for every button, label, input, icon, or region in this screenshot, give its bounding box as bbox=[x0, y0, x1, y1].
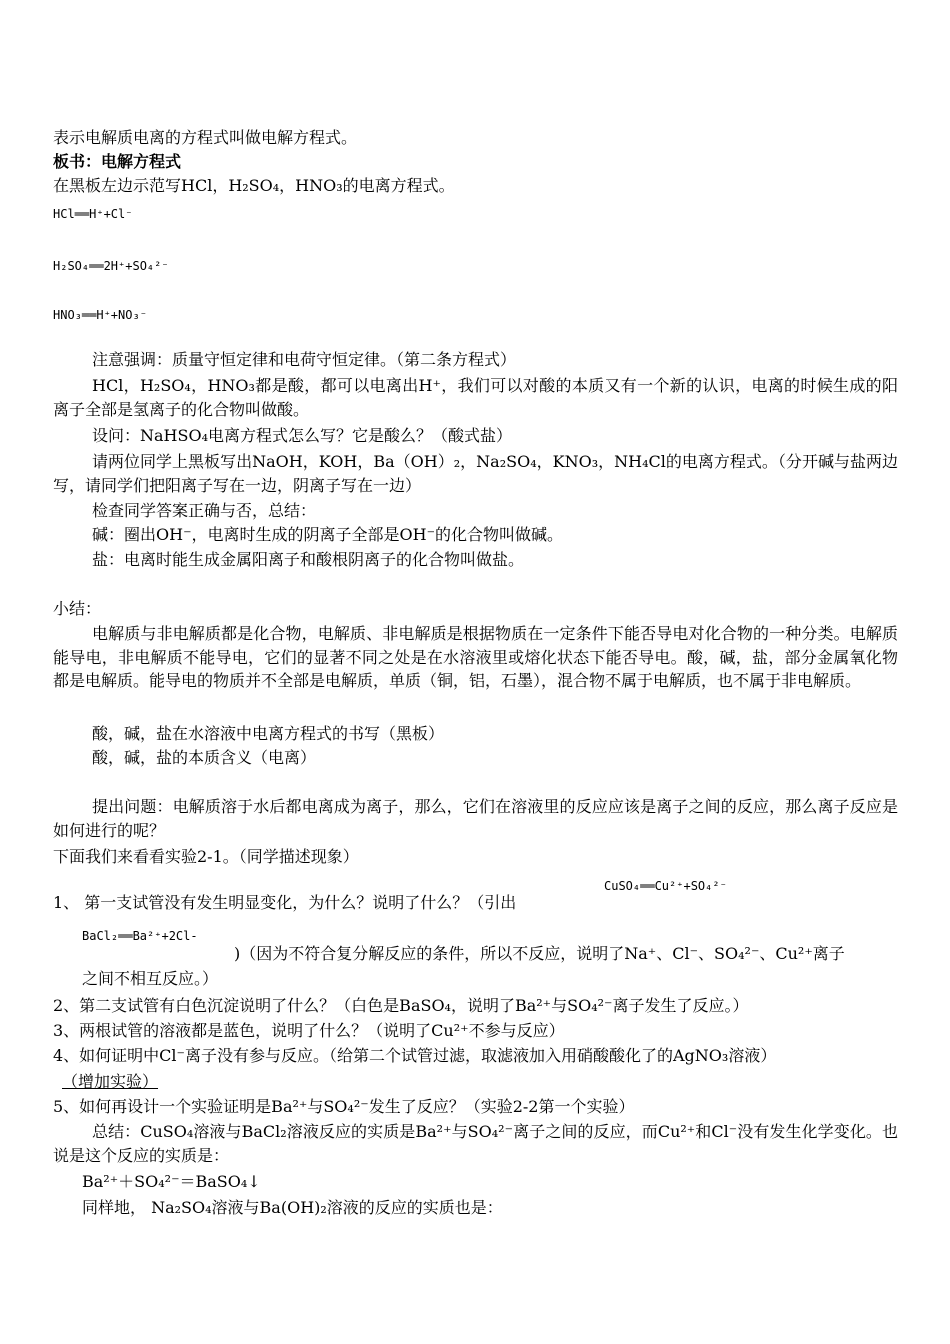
demo-text: 在黑板左边示范写HCl，H₂SO₄，HNO₃的电离方程式。 bbox=[53, 176, 455, 195]
summary-item-1: 酸，碱，盐在水溶液中电离方程式的书写（黑板） bbox=[92, 724, 445, 743]
question-1-answer: )（因为不符合复分解反应的条件，所以不反应，说明了Na⁺、Cl⁻、SO₄²⁻、Cu²⁺离子 bbox=[234, 944, 845, 963]
question-1: 1、 第一支试管没有发生明显变化，为什么？说明了什么？（引出 bbox=[53, 893, 517, 912]
experiment-text: 下面我们来看看实验2-1。（同学描述现象） bbox=[53, 847, 359, 866]
equation-hcl: HCl══H⁺+Cl⁻ bbox=[53, 207, 133, 221]
question-5: 5、如何再设计一个实验证明是Ba²⁺与SO₄²⁻发生了反应？（实验2-2第一个实验） bbox=[53, 1097, 635, 1116]
salt-definition: 盐：电离时能生成金属阳离子和酸根阴离子的化合物叫做盐。 bbox=[92, 550, 525, 569]
intro-text: 表示电解质电离的方程式叫做电解方程式。 bbox=[53, 128, 358, 147]
question-4-extra: （增加实验） bbox=[62, 1072, 159, 1091]
problem-paragraph: 提出问题：电解质溶于水后都电离成为离子，那么，它们在溶液里的反应应该是离子之间的反应，那么离子反应是如何进行的呢？ bbox=[53, 797, 898, 840]
question-4: 4、如何证明中Cl⁻离子没有参与反应。（给第二个试管过滤，取滤液加入用硝酸酸化了的AgNO₃溶液） bbox=[53, 1046, 777, 1065]
note-text: 注意强调：质量守恒定律和电荷守恒定律。（第二条方程式） bbox=[92, 350, 517, 369]
summary-item-2: 酸，碱，盐的本质含义（电离） bbox=[92, 748, 317, 767]
question-1-answer-cont: 之间不相互反应。） bbox=[82, 969, 219, 988]
board-title: 板书：电解方程式 bbox=[53, 152, 182, 171]
acid-paragraph: HCl，H₂SO₄，HNO₃都是酸，都可以电离出H⁺，我们可以对酸的本质又有一个新的认识，电离的时候生成的阳离子全部是氢离子的化合物叫做酸。 bbox=[53, 376, 898, 419]
conclusion-paragraph: 总结：CuSO₄溶液与BaCl₂溶液反应的实质是Ba²⁺与SO₄²⁻离子之间的反应，而Cu²⁺和Cl⁻没有发生化学变化。也说是这个反应的实质是： bbox=[53, 1122, 898, 1165]
equation-hno3: HNO₃══H⁺+NO₃⁻ bbox=[53, 308, 147, 322]
board-paragraph: 请两位同学上黑板写出NaOH，KOH，Ba（OH）₂，Na₂SO₄，KNO₃，NH₄Cl的电离方程式。（分开碱与盐两边写，请同学们把阳离子写在一边，阴离子写在一边） bbox=[53, 452, 898, 495]
question-nahso4: 设问：NaHSO₄电离方程式怎么写？它是酸么？（酸式盐） bbox=[92, 426, 512, 445]
summary-title: 小结： bbox=[53, 599, 102, 618]
check-text: 检查同学答案正确与否，总结： bbox=[92, 501, 317, 520]
question-2: 2、第二支试管有白色沉淀说明了什么？（白色是BaSO₄，说明了Ba²⁺与SO₄²⁻离子发生了反应。） bbox=[53, 996, 749, 1015]
similarly-text: 同样地， Na₂SO₄溶液与Ba(OH)₂溶液的反应的实质也是： bbox=[82, 1198, 503, 1217]
summary-paragraph: 电解质与非电解质都是化合物，电解质、非电解质是根据物质在一定条件下能否导电对化合物的一种分类。电解质能导电，非电解质不能导电，它们的显著不同之处是在水溶液里或熔化状态下能否导电。酸，碱，盐，部分金属氧化物都是电解质。能导电的物质并不全部是电解质，单质（铜，铝，石墨），混合物不属于电解质，也不属于非电解质。 bbox=[53, 624, 898, 690]
base-definition: 碱：圈出OH⁻，电离时生成的阴离子全部是OH⁻的化合物叫做碱。 bbox=[92, 525, 564, 544]
equation-cuso4: CuSO₄══Cu²⁺+SO₄²⁻ bbox=[604, 879, 727, 893]
question-3: 3、两根试管的溶液都是蓝色，说明了什么？（说明了Cu²⁺不参与反应） bbox=[53, 1021, 565, 1040]
ionic-equation: Ba²⁺＋SO₄²⁻＝BaSO₄↓ bbox=[82, 1172, 261, 1191]
equation-bacl2: BaCl₂══Ba²⁺+2Cl- bbox=[82, 929, 198, 943]
equation-h2so4: H₂SO₄══2H⁺+SO₄²⁻ bbox=[53, 259, 169, 273]
